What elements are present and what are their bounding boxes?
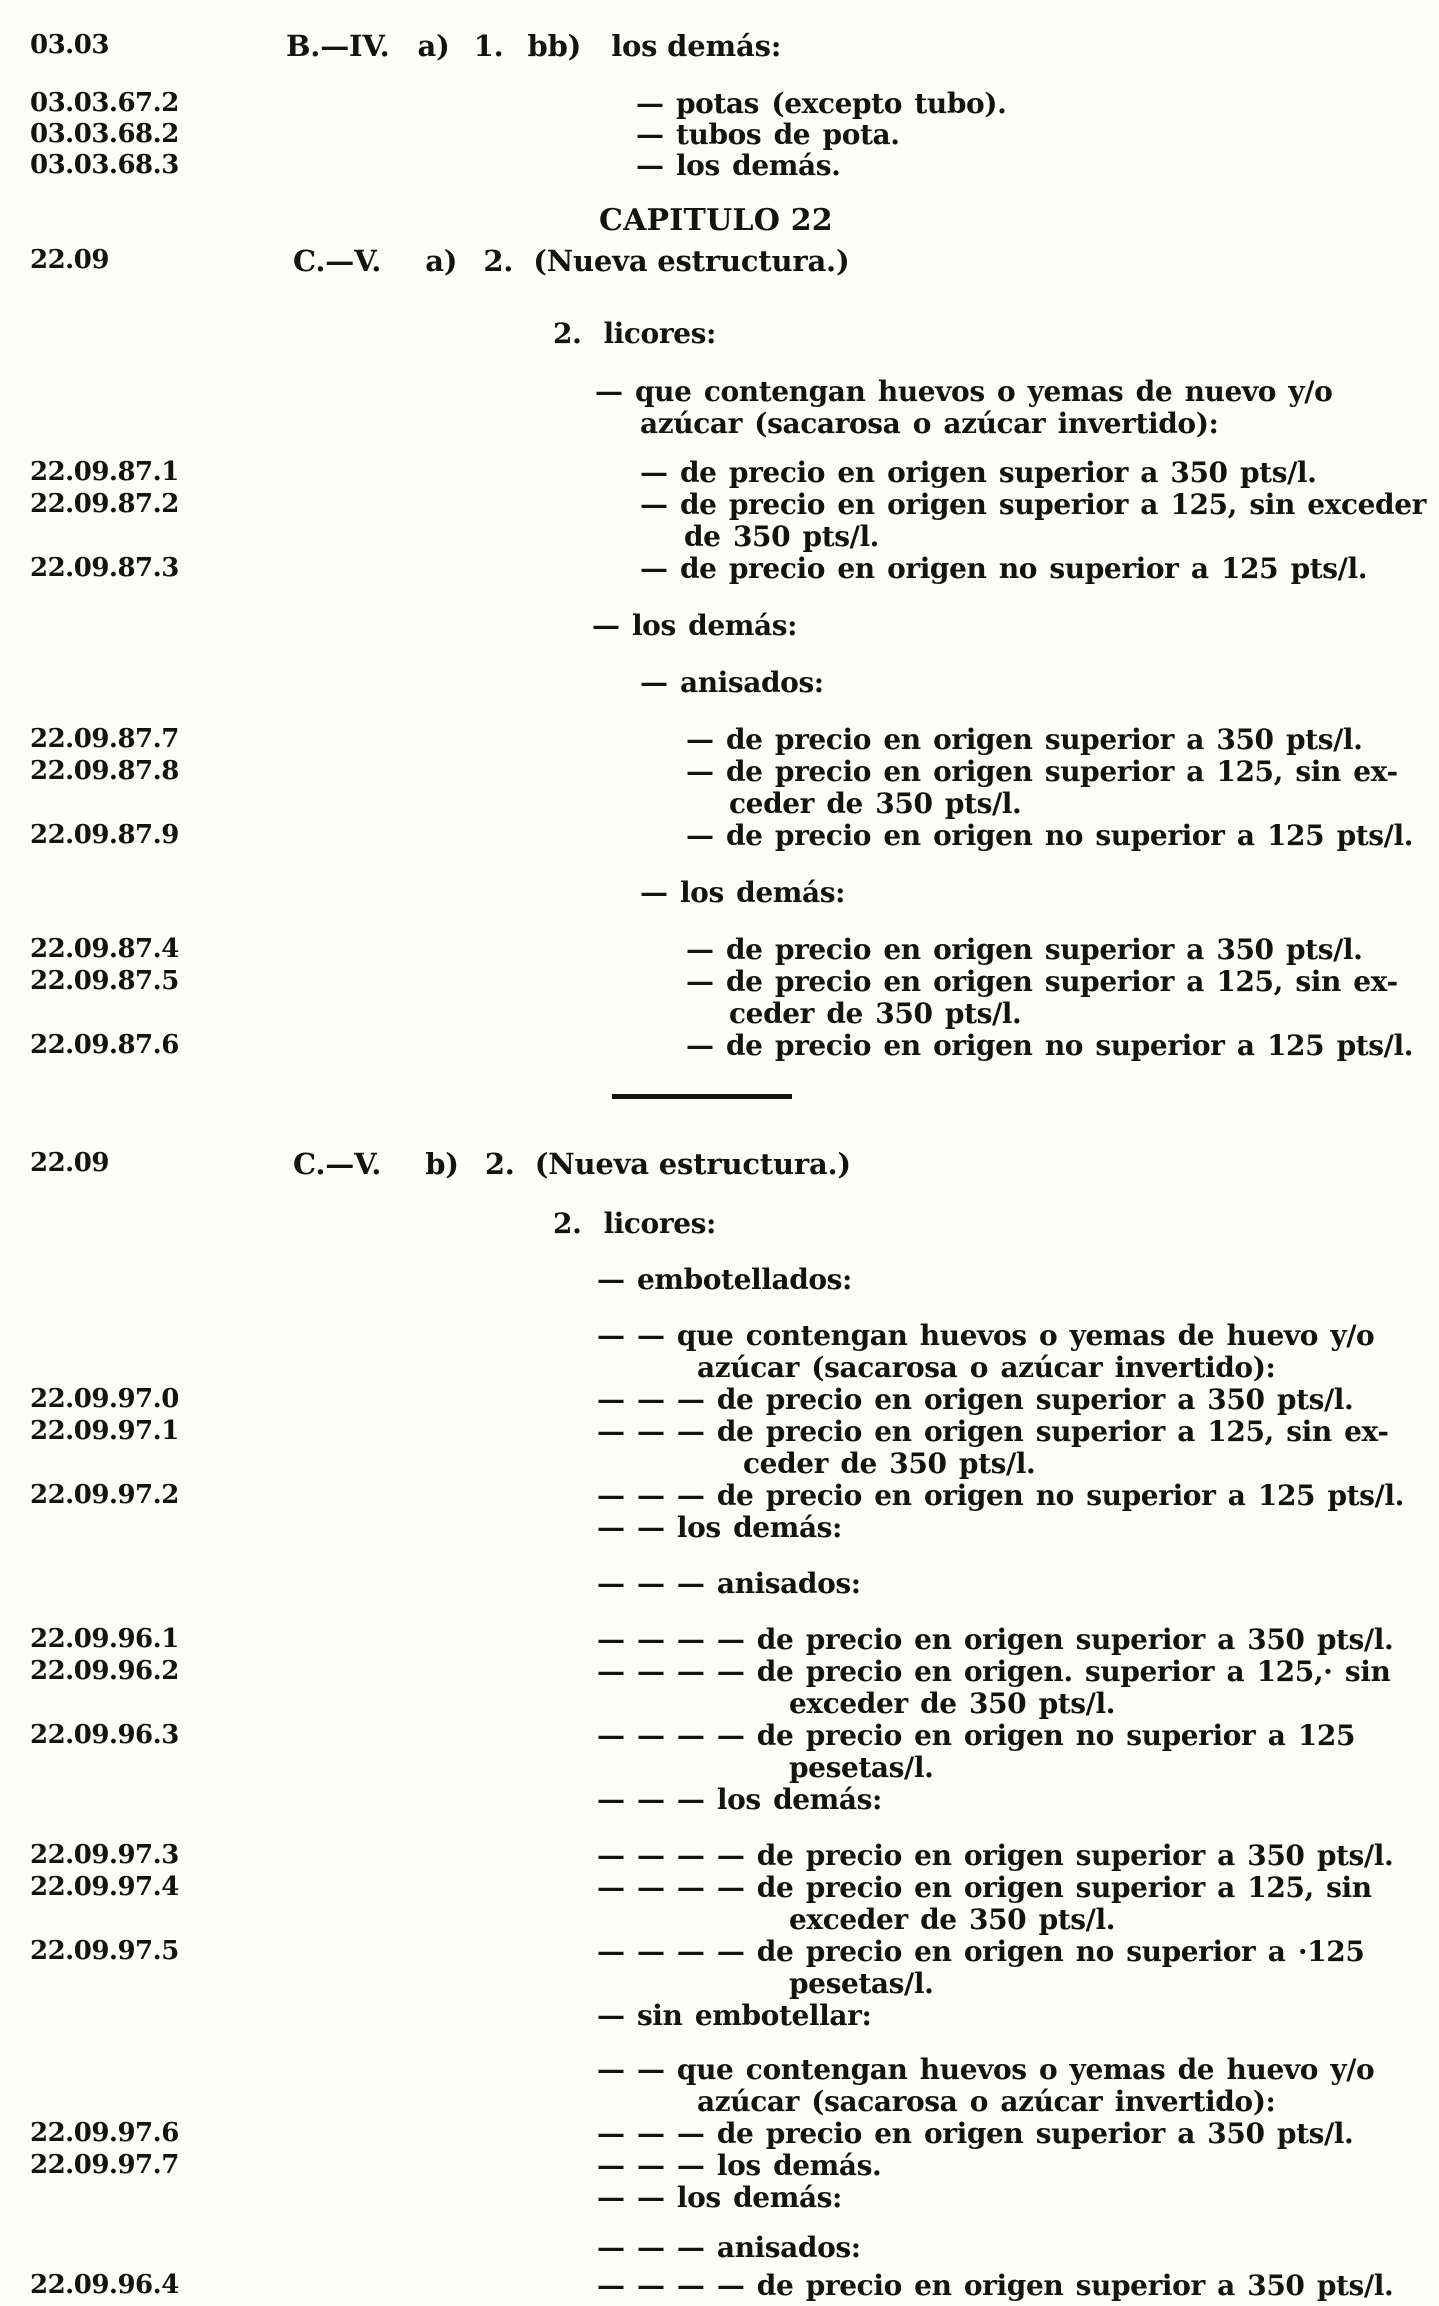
tariff-line: — de precio en origen no superior a 125 pts/l.	[640, 552, 1368, 585]
tariff-line: — — — anisados:	[597, 2231, 861, 2264]
tariff-code: 22.09.97.6	[30, 2118, 179, 2148]
tariff-code: 22.09.97.4	[30, 1872, 179, 1902]
tariff-code: 22.09.97.7	[30, 2150, 179, 2180]
tariff-line: — — — de precio en origen superior a 350 pts/l.	[597, 1383, 1354, 1416]
tariff-line: — de precio en origen superior a 350 pts/l.	[686, 933, 1363, 966]
tariff-line: — tubos de pota.	[636, 118, 900, 151]
tariff-line-wrap: azúcar (sacarosa o azúcar invertido):	[697, 1351, 1276, 1384]
number-label: 2.	[484, 1147, 515, 1181]
classification-label: C.—V.	[293, 1147, 382, 1181]
tariff-line: — — — — de precio en origen no superior a ·125	[597, 1935, 1365, 1968]
tariff-line: — de precio en origen superior a 350 pts/l.	[686, 723, 1363, 756]
tariff-code: 22.09.96.1	[30, 1624, 179, 1654]
tariff-line: — los demás:	[640, 876, 846, 909]
tariff-line: — los demás.	[636, 149, 841, 182]
tariff-code: 22.09.96.2	[30, 1656, 179, 1686]
tariff-code: 03.03	[30, 30, 109, 60]
tariff-code: 22.09	[30, 1148, 109, 1178]
tariff-line: — — que contengan huevos o yemas de huevo y/o	[597, 1319, 1375, 1352]
header-text: (Nueva estructura.)	[534, 1147, 851, 1181]
tariff-line-wrap: ceder de 350 pts/l.	[729, 787, 1022, 820]
tariff-line-wrap: azúcar (sacarosa o azúcar invertido):	[697, 2085, 1276, 2118]
tariff-code: 22.09.87.9	[30, 820, 179, 850]
tariff-line: — de precio en origen no superior a 125 pts/l.	[686, 1029, 1414, 1062]
number-label: 2.	[483, 244, 514, 278]
classification-label: C.—V.	[293, 244, 382, 278]
section-header	[286, 29, 782, 63]
tariff-line: — — que contengan huevos o yemas de huevo y/o	[597, 2053, 1375, 2086]
list-number: 2.	[553, 317, 582, 350]
tariff-code: 22.09.87.2	[30, 489, 179, 519]
tariff-line: — — — los demás.	[597, 2149, 882, 2182]
list-label: licores:	[603, 1207, 716, 1240]
tariff-code: 22.09.87.1	[30, 457, 179, 487]
tariff-line: — — — anisados:	[597, 1567, 861, 1600]
chapter-heading: CAPITULO 22	[599, 203, 833, 238]
tariff-code: 22.09.87.7	[30, 724, 179, 754]
tariff-code: 22.09.97.3	[30, 1840, 179, 1870]
tariff-line-wrap: ceder de 350 pts/l.	[743, 1447, 1036, 1480]
list-intro	[553, 317, 716, 350]
tariff-line: — — los demás:	[597, 2181, 842, 2214]
tariff-code: 22.09.87.3	[30, 553, 179, 583]
sub-label: bb)	[527, 29, 582, 63]
tariff-code: 22.09.87.4	[30, 934, 179, 964]
section-header	[293, 1147, 851, 1181]
tariff-line: — de precio en origen no superior a 125 pts/l.	[686, 819, 1414, 852]
list-number: 2.	[553, 1207, 582, 1240]
tariff-code: 22.09.96.3	[30, 1720, 179, 1750]
letter-label: b)	[425, 1147, 459, 1181]
separator-rule	[612, 1094, 792, 1099]
tariff-code: 22.09.87.6	[30, 1030, 179, 1060]
tariff-line: — — — — de precio en origen. superior a 125,· sin	[597, 1655, 1391, 1688]
tariff-line: — los demás:	[592, 609, 798, 642]
tariff-line: — de precio en origen superior a 350 pts/l.	[640, 456, 1317, 489]
tariff-code: 22.09.87.5	[30, 966, 179, 996]
tariff-code: 03.03.68.3	[30, 150, 179, 180]
number-label: 1.	[473, 29, 504, 63]
tariff-line: — sin embotellar:	[597, 1999, 872, 2032]
tariff-line-wrap: de 350 pts/l.	[684, 520, 880, 553]
tariff-code: 22.09.97.2	[30, 1480, 179, 1510]
tariff-line: — de precio en origen superior a 125, sin exceder	[640, 488, 1426, 521]
letter-label: a)	[425, 244, 458, 278]
section-header	[293, 244, 850, 278]
tariff-code: 22.09.96.4	[30, 2270, 179, 2300]
tariff-code: 22.09.97.5	[30, 1936, 179, 1966]
tariff-code: 03.03.68.2	[30, 119, 179, 149]
header-text: (Nueva estructura.)	[533, 244, 850, 278]
tariff-line-wrap: exceder de 350 pts/l.	[789, 1687, 1116, 1720]
tariff-line: — — — — de precio en origen superior a 125, sin	[597, 1871, 1372, 1904]
tariff-line: — — — de precio en origen superior a 350 pts/l.	[597, 2117, 1354, 2150]
tariff-line-wrap: pesetas/l.	[789, 1751, 934, 1784]
tariff-line: — potas (excepto tubo).	[636, 87, 1007, 120]
tariff-line: — — — — de precio en origen superior a 350 pts/l.	[597, 1623, 1394, 1656]
tariff-line: — — — — de precio en origen superior a 350 pts/l.	[597, 1839, 1394, 1872]
tariff-line-wrap: azúcar (sacarosa o azúcar invertido):	[640, 407, 1219, 440]
tariff-line-wrap: ceder de 350 pts/l.	[729, 997, 1022, 1030]
tariff-line: — anisados:	[640, 666, 824, 699]
tariff-line: — embotellados:	[597, 1263, 852, 1296]
tariff-line: — de precio en origen superior a 125, sin ex-	[686, 965, 1398, 998]
tariff-code: 22.09	[30, 245, 109, 275]
tariff-code: 22.09.97.0	[30, 1384, 179, 1414]
letter-label: a)	[417, 29, 450, 63]
tariff-line-wrap: exceder de 350 pts/l.	[789, 1903, 1116, 1936]
tariff-line: — — — los demás:	[597, 1783, 882, 1816]
list-intro	[553, 1207, 716, 1240]
tariff-line: — — — de precio en origen superior a 125, sin ex-	[597, 1415, 1389, 1448]
tariff-code: 22.09.87.8	[30, 756, 179, 786]
tariff-code: 22.09.97.1	[30, 1416, 179, 1446]
tariff-line: — de precio en origen superior a 125, sin ex-	[686, 755, 1398, 788]
list-label: licores:	[603, 317, 716, 350]
tariff-line: — — — — de precio en origen no superior a 125	[597, 1719, 1356, 1752]
tariff-line: — que contengan huevos o yemas de nuevo y/o	[595, 375, 1333, 408]
tariff-line: — — los demás:	[597, 1511, 842, 1544]
tariff-code: 03.03.67.2	[30, 88, 179, 118]
tariff-line: — — — — de precio en origen superior a 350 pts/l.	[597, 2269, 1394, 2302]
tariff-line-wrap: pesetas/l.	[789, 1967, 934, 2000]
header-text: los demás:	[611, 29, 782, 63]
tariff-line: — — — de precio en origen no superior a 125 pts/l.	[597, 1479, 1404, 1512]
classification-label: B.—IV.	[286, 29, 390, 63]
